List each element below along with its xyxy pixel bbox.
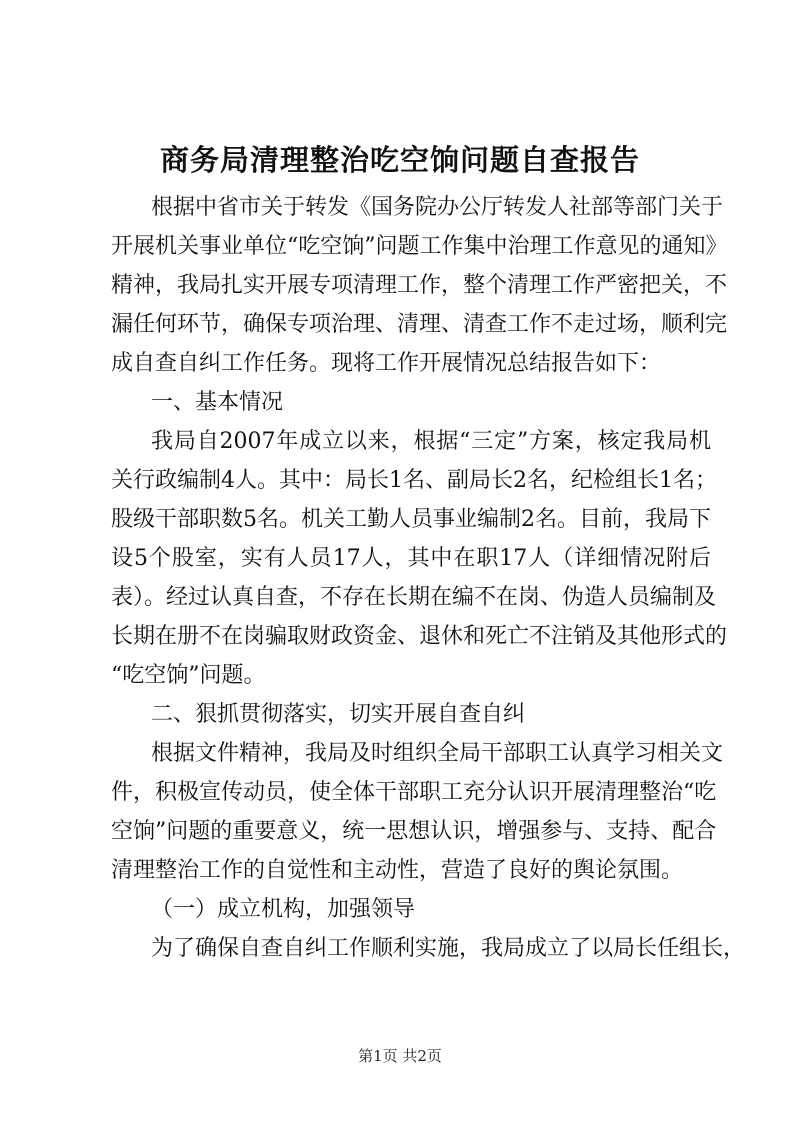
paragraph-line: 清理整治工作的自觉性和主动性，营造了良好的舆论氛围。 <box>111 858 684 883</box>
paragraph-line: 我局自2007年成立以来，根据“三定”方案，核定我局机 <box>151 429 711 454</box>
document-body <box>111 188 746 968</box>
paragraph-line: 根据文件精神，我局及时组织全局干部职工认真学习相关文 <box>151 741 724 766</box>
subsection-heading: （一）成立机构，加强领导 <box>151 897 416 922</box>
paragraph-line: 根据中省市关于转发《国务院办公厅转发人社部等部门关于 <box>151 195 724 220</box>
paragraph-line: 长期在册不在岗骗取财政资金、退休和死亡不注销及其他形式的 <box>111 624 728 649</box>
section-heading: 一、基本情况 <box>151 390 284 415</box>
paragraph-line: 设5个股室，实有人员17人，其中在职17人（详细情况附后 <box>111 546 711 571</box>
paragraph-line: 漏任何环节，确保专项治理、清理、清查工作不走过场，顺利完 <box>111 312 728 337</box>
paragraph-line: 表）。经过认真自查，不存在长期在编不在岗、伪造人员编制及 <box>111 585 717 610</box>
paragraph-line: 开展机关事业单位“吃空饷”问题工作集中治理工作意见的通知》 <box>111 234 728 259</box>
paragraph-line: 空饷”问题的重要意义，统一思想认识，增强参与、支持、配合 <box>111 819 717 844</box>
paragraph-line: 精神，我局扎实开展专项清理工作，整个清理工作严密把关，不 <box>111 273 728 298</box>
document-title: 商务局清理整治吃空饷问题自查报告 <box>159 143 640 177</box>
paragraph-line: 股级干部职数5名。机关工勤人员事业编制2名。目前，我局下 <box>111 507 711 532</box>
paragraph-line: “吃空饷”问题。 <box>111 663 266 688</box>
section-heading: 二、狠抓贯彻落实，切实开展自查自纠 <box>151 702 526 727</box>
paragraph-line: 关行政编制4人。其中：局长1名、副局长2名，纪检组长1名； <box>111 468 717 493</box>
paragraph-line: 件，积极宣传动员，使全体干部职工充分认识开展清理整治“吃 <box>111 780 717 805</box>
paragraph-line: 成自查自纠工作任务。现将工作开展情况总结报告如下： <box>111 351 662 376</box>
page-number-footer: 第1页 共2页 <box>358 1047 442 1065</box>
paragraph-line: 为了确保自查自纠工作顺利实施，我局成立了以局长任组长， <box>151 936 746 961</box>
